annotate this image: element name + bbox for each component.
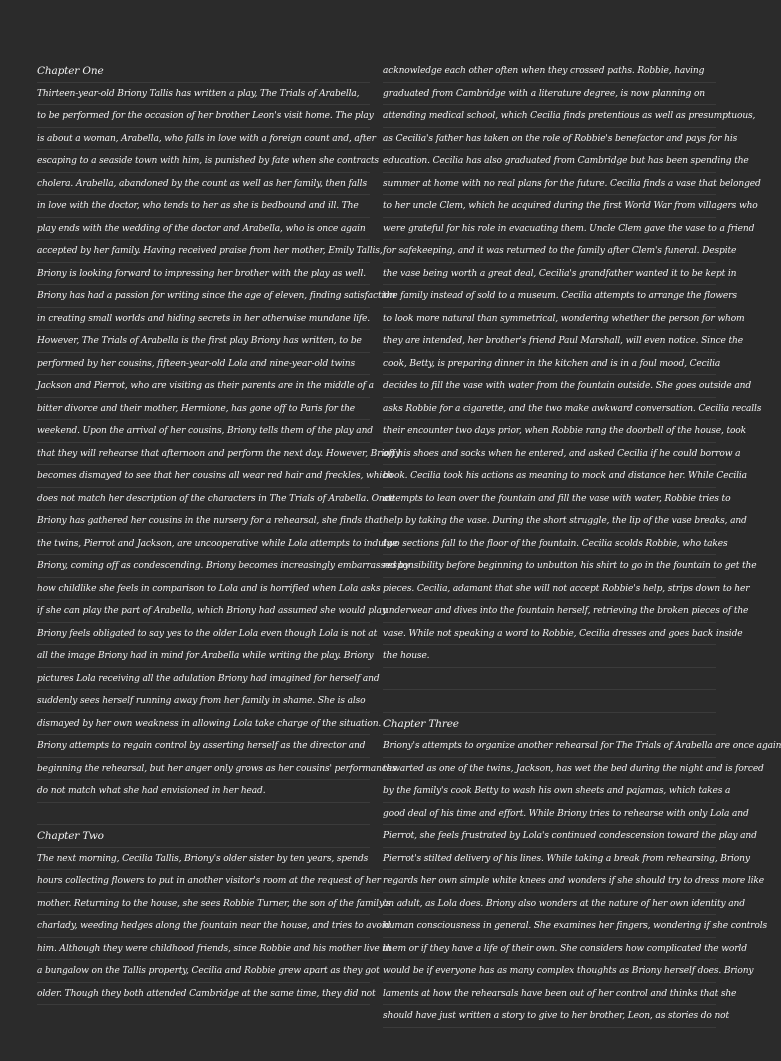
text-line: should have just written a story to give to her brother, Leon, as stories do not — [383, 1005, 716, 1028]
text-line: summer at home with no real plans for the future. Cecilia finds a vase that belonged — [383, 173, 716, 196]
text-line: that they will rehearse that afternoon and perform the next day. However, Briony — [37, 443, 370, 466]
text-line: mother. Returning to the house, she sees Robbie Turner, the son of the family's — [37, 893, 370, 916]
text-line: book. Cecilia took his actions as meaning to mock and distance her. While Cecilia — [383, 465, 716, 488]
text-line: for safekeeping, and it was returned to the family after Clem's funeral. Despite — [383, 240, 716, 263]
text-line: underwear and dives into the fountain herself, retrieving the broken pieces of the — [383, 600, 716, 623]
text-line: vase. While not speaking a word to Robbie, Cecilia dresses and goes back inside — [383, 623, 716, 646]
text-line: if she can play the part of Arabella, which Briony had assumed she would play. — [37, 600, 370, 623]
spacer — [383, 668, 716, 691]
text-line: in love with the doctor, who tends to her as she is bedbound and ill. The — [37, 195, 370, 218]
text-line: Briony has had a passion for writing since the age of eleven, finding satisfaction — [37, 285, 370, 308]
text-line: by the family's cook Betty to wash his own sheets and pajamas, which takes a — [383, 780, 716, 803]
text-line: cholera. Arabella, abandoned by the count as well as her family, then falls — [37, 173, 370, 196]
text-line: a bungalow on the Tallis property, Cecilia and Robbie grew apart as they got — [37, 960, 370, 983]
text-line: off his shoes and socks when he entered, and asked Cecilia if he could borrow a — [383, 443, 716, 466]
text-line: dismayed by her own weakness in allowing Lola take charge of the situation. — [37, 713, 370, 736]
text-line: education. Cecilia has also graduated from Cambridge but has been spending the — [383, 150, 716, 173]
text-line: to look more natural than symmetrical, wondering whether the person for whom — [383, 308, 716, 331]
text-line: all the image Briony had in mind for Arabella while writing the play. Briony — [37, 645, 370, 668]
text-line: the family instead of sold to a museum. Cecilia attempts to arrange the flowers — [383, 285, 716, 308]
text-line: were grateful for his role in evacuating them. Uncle Clem gave the vase to a friend — [383, 218, 716, 241]
text-line: good deal of his time and effort. While Briony tries to rehearse with only Lola and — [383, 803, 716, 826]
text-line: in creating small worlds and hiding secrets in her otherwise mundane life. — [37, 308, 370, 331]
chapter-two-heading: Chapter Two — [37, 825, 370, 848]
text-line: their encounter two days prior, when Robbie rang the doorbell of the house, took — [383, 420, 716, 443]
text-line: The next morning, Cecilia Tallis, Briony's older sister by ten years, spends — [37, 848, 370, 871]
text-line: human consciousness in general. She examines her fingers, wondering if she controls — [383, 915, 716, 938]
text-line: attending medical school, which Cecilia finds pretentious as well as presumptuous, — [383, 105, 716, 128]
text-line: would be if everyone has as many complex thoughts as Briony herself does. Briony — [383, 960, 716, 983]
text-line: Briony, coming off as condescending. Briony becomes increasingly embarrassed by — [37, 555, 370, 578]
text-line: Pierrot, she feels frustrated by Lola's continued condescension toward the play and — [383, 825, 716, 848]
chapter-two-body — [37, 848, 391, 1006]
chapter-three-body — [383, 735, 781, 1028]
text-line: help by taking the vase. During the short struggle, the lip of the vase breaks, and — [383, 510, 716, 533]
text-line: him. Although they were childhood friends, since Robbie and his mother live in — [37, 938, 370, 961]
text-line: attempts to lean over the fountain and fill the vase with water, Robbie tries to — [383, 488, 716, 511]
text-line: graduated from Cambridge with a literature degree, is now planning on — [383, 83, 716, 106]
text-line: pictures Lola receiving all the adulation Briony had imagined for herself and — [37, 668, 370, 691]
text-line: accepted by her family. Having received praise from her mother, Emily Tallis, — [37, 240, 370, 263]
text-line: weekend. Upon the arrival of her cousins, Briony tells them of the play and — [37, 420, 370, 443]
chapter-two-continued-body — [383, 60, 762, 668]
text-line: as Cecilia's father has taken on the role of Robbie's benefactor and pays for his — [383, 128, 716, 151]
text-line: how childlike she feels in comparison to Lola and is horrified when Lola asks — [37, 578, 370, 601]
text-line: Pierrot's stilted delivery of his lines. While taking a break from rehearsing, Briony — [383, 848, 716, 871]
spacer — [383, 690, 716, 713]
text-line: them or if they have a life of their own. She considers how complicated the world — [383, 938, 716, 961]
text-line: to be performed for the occasion of her brother Leon's visit home. The play — [37, 105, 370, 128]
text-line: becomes dismayed to see that her cousins all wear red hair and freckles, which — [37, 465, 370, 488]
text-line: Briony feels obligated to say yes to the older Lola even though Lola is not at — [37, 623, 370, 646]
text-line: thwarted as one of the twins, Jackson, has wet the bed during the night and is forced — [383, 758, 716, 781]
text-line: older. Though they both attended Cambridge at the same time, they did not — [37, 983, 370, 1006]
text-line: escaping to a seaside town with him, is punished by fate when she contracts — [37, 150, 370, 173]
text-line: However, The Trials of Arabella is the first play Briony has written, to be — [37, 330, 370, 353]
text-line: Briony's attempts to organize another rehearsal for The Trials of Arabella are once again — [383, 735, 716, 758]
text-line: does not match her description of the characters in The Trials of Arabella. Once — [37, 488, 370, 511]
text-line: the vase being worth a great deal, Cecilia's grandfather wanted it to be kept in — [383, 263, 716, 286]
text-line: the house. — [383, 645, 716, 668]
spacer — [37, 803, 370, 826]
text-line: acknowledge each other often when they crossed paths. Robbie, having — [383, 60, 716, 83]
text-line: the twins, Pierrot and Jackson, are uncooperative while Lola attempts to indulge — [37, 533, 370, 556]
text-line: Briony attempts to regain control by asserting herself as the director and — [37, 735, 370, 758]
text-line: performed by her cousins, fifteen-year-old Lola and nine-year-old twins — [37, 353, 370, 376]
text-line: Briony is looking forward to impressing her brother with the play as well. — [37, 263, 370, 286]
text-line: hours collecting flowers to put in another visitor's room at the request of her — [37, 870, 370, 893]
text-line: asks Robbie for a cigarette, and the two make awkward conversation. Cecilia recalls — [383, 398, 716, 421]
chapter-three-heading: Chapter Three — [383, 713, 716, 736]
text-line: play ends with the wedding of the doctor and Arabella, who is once again — [37, 218, 370, 241]
text-line: laments at how the rehearsals have been out of her control and thinks that she — [383, 983, 716, 1006]
left-column — [37, 60, 410, 1005]
text-line: they are intended, her brother's friend Paul Marshall, will even notice. Since the — [383, 330, 716, 353]
text-line: decides to fill the vase with water from the fountain outside. She goes outside and — [383, 375, 716, 398]
text-line: two sections fall to the floor of the fountain. Cecilia scolds Robbie, who takes — [383, 533, 716, 556]
text-line: to her uncle Clem, which he acquired during the first World War from villagers who — [383, 195, 716, 218]
text-line: pieces. Cecilia, adamant that she will not accept Robbie's help, strips down to her — [383, 578, 716, 601]
text-line: an adult, as Lola does. Briony also wonders at the nature of her own identity and — [383, 893, 716, 916]
text-line: do not match what she had envisioned in her head. — [37, 780, 370, 803]
text-line: is about a woman, Arabella, who falls in love with a foreign count and, after — [37, 128, 370, 151]
text-line: regards her own simple white knees and wonders if she should try to dress more like — [383, 870, 716, 893]
text-line: cook, Betty, is preparing dinner in the kitchen and is in a foul mood, Cecilia — [383, 353, 716, 376]
text-line: suddenly sees herself running away from her family in shame. She is also — [37, 690, 370, 713]
chapter-one-heading: Chapter One — [37, 60, 370, 83]
text-line: Briony has gathered her cousins in the nursery for a rehearsal, she finds that — [37, 510, 370, 533]
right-column — [383, 60, 781, 1028]
text-line: charlady, weeding hedges along the fountain near the house, and tries to avoid — [37, 915, 370, 938]
text-line: bitter divorce and their mother, Hermione, has gone off to Paris for the — [37, 398, 370, 421]
text-line: Jackson and Pierrot, who are visiting as their parents are in the middle of a — [37, 375, 370, 398]
text-line: Thirteen-year-old Briony Tallis has written a play, The Trials of Arabella, — [37, 83, 370, 106]
text-line: beginning the rehearsal, but her anger only grows as her cousins' performances — [37, 758, 370, 781]
text-line: responsibility before beginning to unbutton his shirt to go in the fountain to get the — [383, 555, 716, 578]
